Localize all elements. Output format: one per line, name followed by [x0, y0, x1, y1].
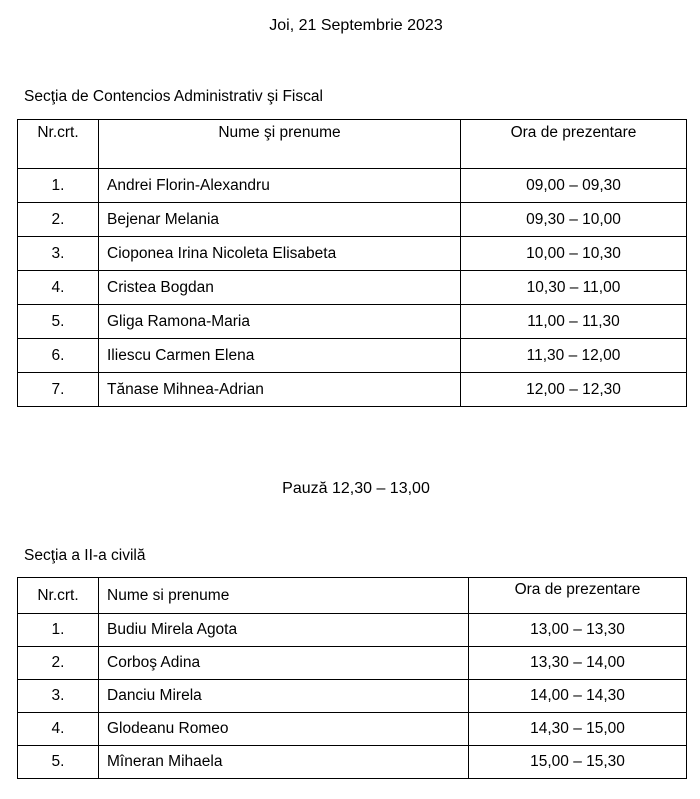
table-row — [18, 169, 687, 203]
row-time: 10,00 – 10,30 — [461, 237, 687, 271]
row-number: 4. — [18, 713, 99, 746]
row-time: 09,00 – 09,30 — [461, 169, 687, 203]
table-row — [18, 237, 687, 271]
table-header-row — [18, 578, 687, 614]
row-time: 14,00 – 14,30 — [469, 680, 687, 713]
column-header-nr: Nr.crt. — [18, 578, 99, 614]
table-row — [18, 373, 687, 407]
table-row — [18, 203, 687, 237]
section-title-contencios: Secţia de Contencios Administrativ şi Fiscal — [24, 88, 323, 105]
row-number: 2. — [18, 647, 99, 680]
row-name: Iliescu Carmen Elena — [99, 339, 461, 373]
schedule-table-contencios — [17, 119, 687, 407]
row-number: 1. — [18, 169, 99, 203]
column-header-name: Nume si prenume — [99, 578, 469, 614]
column-header-time: Ora de prezentare — [469, 578, 687, 614]
row-time: 14,30 – 15,00 — [469, 713, 687, 746]
table-header-row — [18, 120, 687, 169]
pause-note: Pauză 12,30 – 13,00 — [282, 480, 430, 497]
row-number: 7. — [18, 373, 99, 407]
table-row — [18, 339, 687, 373]
row-name: Budiu Mirela Agota — [99, 614, 469, 647]
table-row — [18, 746, 687, 779]
schedule-table-civila — [17, 577, 687, 779]
row-number: 2. — [18, 203, 99, 237]
table-row — [18, 680, 687, 713]
table-row — [18, 271, 687, 305]
row-time: 11,00 – 11,30 — [461, 305, 687, 339]
row-number: 6. — [18, 339, 99, 373]
row-name: Tănase Mihnea-Adrian — [99, 373, 461, 407]
row-number: 4. — [18, 271, 99, 305]
row-number: 5. — [18, 305, 99, 339]
row-number: 3. — [18, 680, 99, 713]
row-time: 10,30 – 11,00 — [461, 271, 687, 305]
row-name: Andrei Florin-Alexandru — [99, 169, 461, 203]
document-date: Joi, 21 Septembrie 2023 — [269, 17, 443, 34]
row-name: Danciu Mirela — [99, 680, 469, 713]
row-number: 3. — [18, 237, 99, 271]
row-name: Cristea Bogdan — [99, 271, 461, 305]
row-number: 1. — [18, 614, 99, 647]
row-time: 12,00 – 12,30 — [461, 373, 687, 407]
row-time: 09,30 – 10,00 — [461, 203, 687, 237]
row-time: 13,30 – 14,00 — [469, 647, 687, 680]
section-title-civila: Secţia a II-a civilă — [24, 547, 146, 564]
column-header-time: Ora de prezentare — [461, 120, 687, 169]
table-row — [18, 713, 687, 746]
row-name: Gliga Ramona-Maria — [99, 305, 461, 339]
row-name: Mîneran Mihaela — [99, 746, 469, 779]
row-time: 11,30 – 12,00 — [461, 339, 687, 373]
row-name: Corboş Adina — [99, 647, 469, 680]
row-time: 13,00 – 13,30 — [469, 614, 687, 647]
table-row — [18, 614, 687, 647]
row-name: Bejenar Melania — [99, 203, 461, 237]
row-time: 15,00 – 15,30 — [469, 746, 687, 779]
table-row — [18, 647, 687, 680]
row-number: 5. — [18, 746, 99, 779]
row-name: Cioponea Irina Nicoleta Elisabeta — [99, 237, 461, 271]
row-name: Glodeanu Romeo — [99, 713, 469, 746]
column-header-nr: Nr.crt. — [18, 120, 99, 169]
column-header-name: Nume şi prenume — [99, 120, 461, 169]
table-row — [18, 305, 687, 339]
